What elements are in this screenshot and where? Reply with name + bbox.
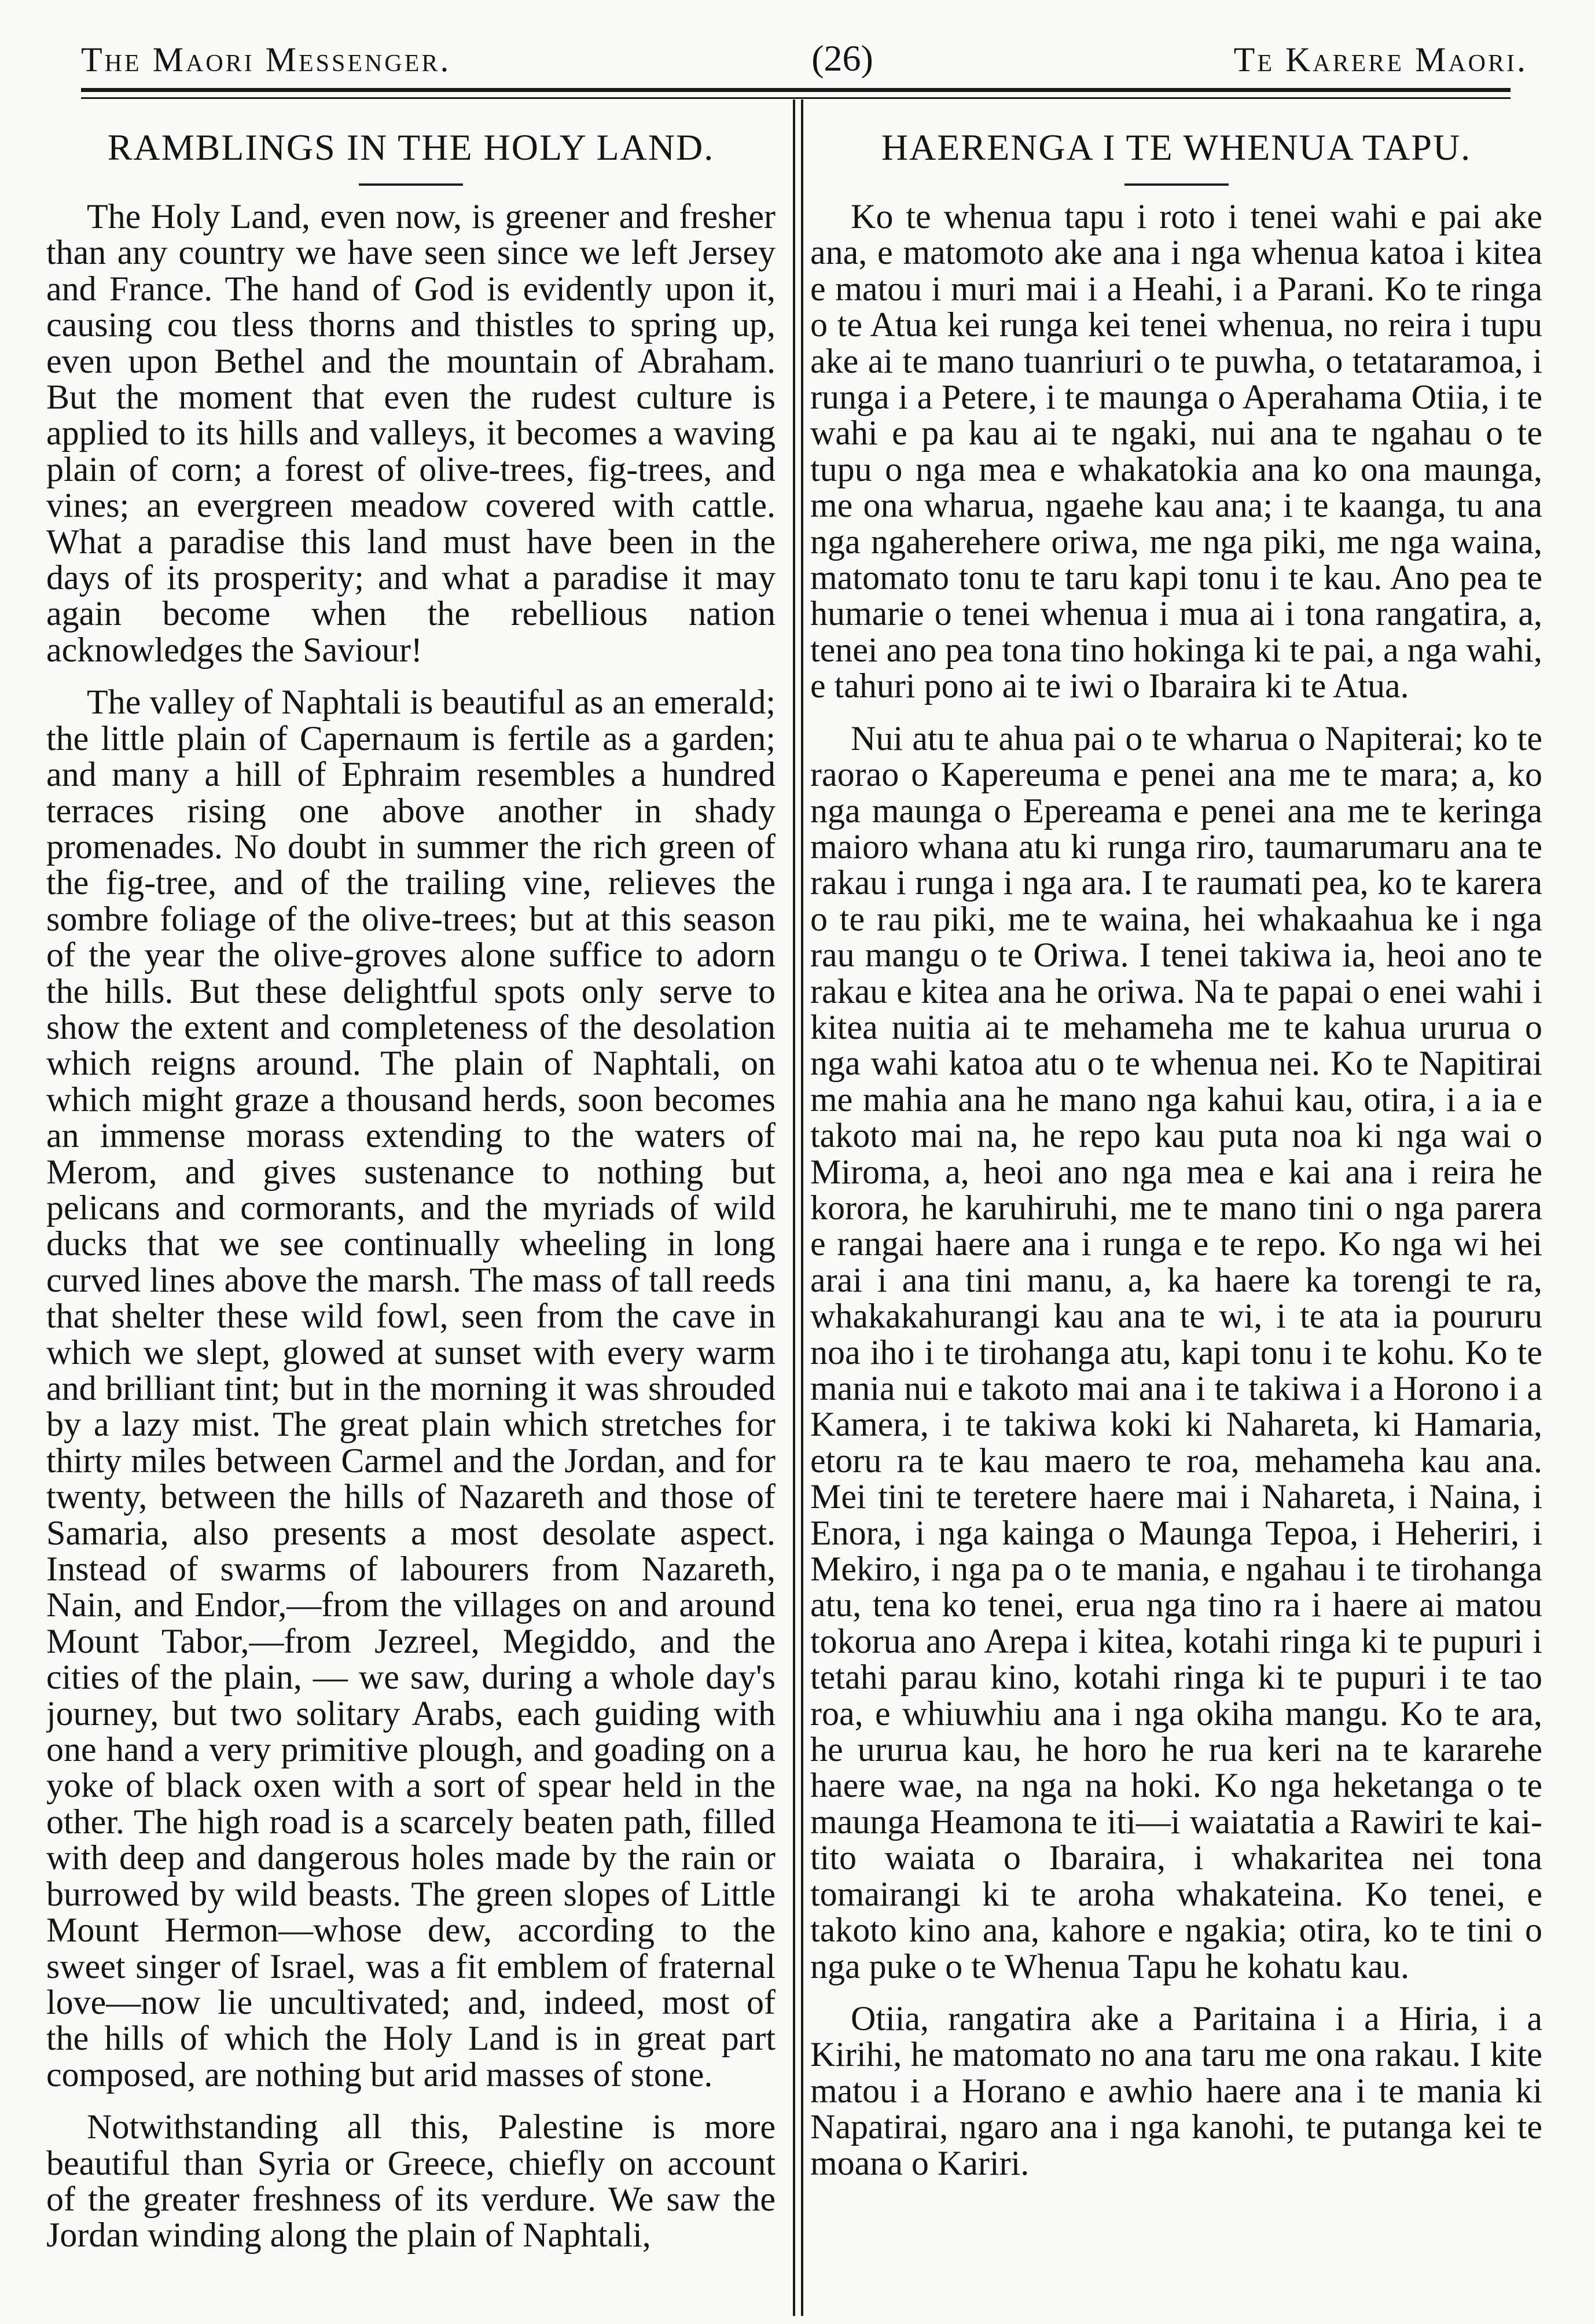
masthead-rule <box>81 88 1511 92</box>
masthead-english-title: The Maori Messenger. <box>81 41 451 79</box>
masthead-maori-title: Te Karere Maori. <box>1233 41 1528 79</box>
english-paragraph: The Holy Land, even now, is greener and fresher than any country we have seen since we left Jersey and France. The hand of God is evidently upon it, causing cou tless thorns and thistles to spring up, even upon Bethel and the mountain of Abraham. But the moment that even the rudest culture is applied to its hills and valleys, it becomes a waving plain of corn; a forest of olive-trees, fig-trees, and vines; an evergreen meadow covered with cattle. What a paradise this land must have been in the days of its prosperity; and what a paradise it may again become when the rebellious nation acknowledges the Saviour! <box>46 197 776 669</box>
column-divider <box>801 100 803 2316</box>
maori-article-heading: HAERENGA I TE WHENUA TAPU. <box>881 127 1472 168</box>
english-article-heading: RAMBLINGS IN THE HOLY LAND. <box>107 127 715 168</box>
column-divider <box>793 100 795 2316</box>
maori-column <box>810 110 1542 2309</box>
heading-rule <box>1124 183 1229 186</box>
english-paragraph: Notwithstanding all this, Palestine is more beautiful than Syria or Greece, chiefly on account of the greater freshness of its verdure. We saw the Jordan winding along the plain of Naphtali, <box>46 2108 776 2255</box>
page-number: (26) <box>811 38 873 79</box>
english-column <box>46 110 776 2309</box>
maori-paragraph: Otiia, rangatira ake a Paritaina i a Hiria, i a Kirihi, he matomato no ana taru me ona rakau. I kite matou i a Horano e awhio haere ana i te mania ki Napatirai, ngaro ana i nga kanohi, te putanga kei te moana o Kariri. <box>810 1999 1542 2182</box>
masthead-rule-thin <box>81 97 1511 99</box>
maori-paragraph: Ko te whenua tapu i roto i tenei wahi e pai ake ana, e matomoto ake ana i nga whenua katoa i kitea e matou i muri mai i a Heahi, i a Parani. Ko te ringa o te Atua kei runga kei tenei whenua, no reira i tupu ake ai te mano tuanriuri o te puwha, o tetataramoa, i runga i a Petere, i te maunga o Aperahama Otiia, i te wahi e pa kau ai te ngaki, nui ana te ngahau o te tupu o nga mea e whakatokia ana ko ona maunga, me ona wharua, ngaehe kau ana; i te kaanga, tu ana nga ngaherehere oriwa, me nga piki, me nga waina, matomato tonu te taru kapi tonu i te kau. Ano pea te humarie o tenei whenua i mua ai i tona rangatira, a, tenei ano pea tona tino hokinga ki te pai, a nga wahi, e tahuri pono ai te iwi o Ibaraira ki te Atua. <box>810 197 1542 705</box>
heading-rule <box>359 183 463 186</box>
masthead <box>81 22 1528 80</box>
maori-paragraph: Nui atu te ahua pai o te wharua o Napiterai; ko te raorao o Kapereuma e penei ana me te mara; a, ko nga maunga o Epereama e penei ana me te keringa maioro whana atu ki runga riro, taumarumaru ana te rakau i runga i nga ara. I te raumati pea, ko te karera o te rau piki, me te waina, hei whakaahua ke i nga rau mangu o te Oriwa. I tenei takiwa ia, heoi ano te rakau e kitea ana he oriwa. Na te papai o enei wahi i kitea nuitia ai te mehameha me te kahua ururua o nga wahi katoa atu o te whenua nei. Ko te Napitirai me mahia ana he mano nga kahui kau, otira, i a ia e takoto mai na, he repo kau puta noa ki nga wai o Miroma, a, heoi ano nga mea e kai ana i reira he korora, he karuhiruhi, me te mano tini o nga parera e rangai haere ana i runga e te repo. Ko nga wi hei arai i ana tini manu, a, ka haere ka torengi te ra, whakakahurangi kau ana te wi, i te ata ia poururu noa iho i te tirohanga atu, kapi tonu i te kohu. Ko te mania nui e takoto mai ana i te takiwa i a Horono i a Kamera, i te takiwa koki ki Nahareta, ki Hamaria, etoru ra te kau maero te roa, mehameha kau ana. Mei tini te teretere haere mai i Nahareta, i Naina, i Enora, i nga kainga o Maunga Tepoa, i Heheriri, i Mekiro, i nga pa o te mania, e ngahau i te tirohanga atu, tena ko tenei, erua nga tino ra i haere ai matou tokorua ano Arepa i kitea, kotahi ringa ki te pupuri i tetahi parau kino, kotahi ringa ki te pupuri i te tao roa, e whiuwhiu ana i nga okiha mangu. Ko te ara, he ururua kau, he horo he rua keri na te kararehe haere wae, na nga na hoki. Ko nga heketanga o te maunga Heamona te iti—i waiatatia a Rawiri te kai-tito waiata o Ibaraira, i whakaritea nei tona tomairangi ki te aroha whakateina. Ko tenei, e takoto kino ana, kahore e ngakia; otira, ko te tini o nga puke o te Whenua Tapu he kohatu kau. <box>810 719 1542 1985</box>
english-paragraph: The valley of Naphtali is beautiful as an emerald; the little plain of Capernaum is fertile as a garden; and many a hill of Ephraim resembles a hundred terraces rising one above another in shady promenades. No doubt in summer the rich green of the fig-tree, and of the trailing vine, relieves the sombre foliage of the olive-trees; but at this season of the year the olive-groves alone suffice to adorn the hills. But these delightful spots only serve to show the extent and completeness of the desolation which reigns around. The plain of Naphtali, on which might graze a thousand herds, soon becomes an immense morass extending to the waters of Merom, and gives sustenance to nothing but pelicans and cormorants, and the myriads of wild ducks that we see continually wheeling in long curved lines above the marsh. The mass of tall reeds that shelter these wild fowl, seen from the cave in which we slept, glowed at sunset with every warm and brilliant tint; but in the morning it was shrouded by a lazy mist. The great plain which stretches for thirty miles between Carmel and the Jordan, and for twenty, between the hills of Nazareth and those of Samaria, also presents a most desolate aspect. Instead of swarms of labourers from Nazareth, Nain, and Endor,—from the villages on and around Mount Tabor,—from Jezreel, Megiddo, and the cities of the plain, — we saw, during a whole day's journey, but two solitary Arabs, each guiding with one hand a very primitive plough, and goading on a yoke of black oxen with a sort of spear held in the other. The high road is a scarcely beaten path, filled with deep and dangerous holes made by the rain or burrowed by wild beasts. The green slopes of Little Mount Hermon—whose dew, according to the sweet singer of Israel, was a fit emblem of fraternal love—now lie uncultivated; and, indeed, most of the hills of which the Holy Land is in great part composed, are nothing but arid masses of stone. <box>46 683 776 2094</box>
